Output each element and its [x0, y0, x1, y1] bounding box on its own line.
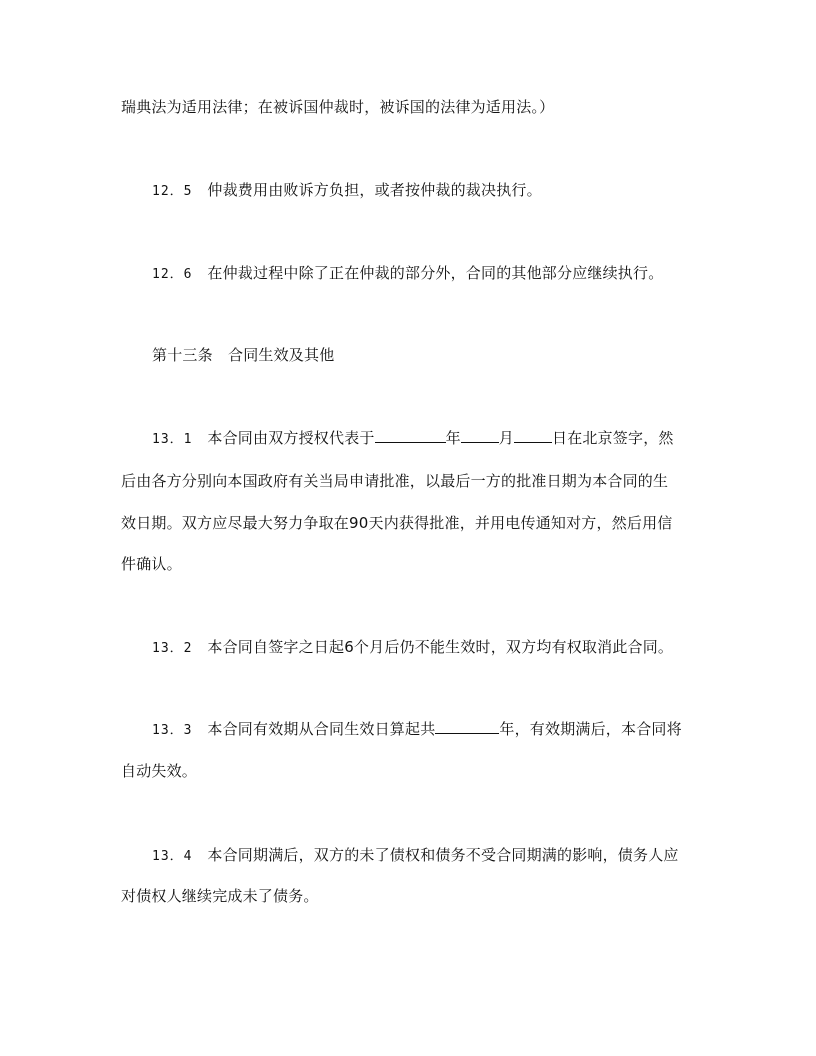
- clause-number: 13．3: [152, 723, 193, 738]
- clause-text: 瑞典法为适用法律；在被诉国仲裁时，被诉国的法律为适用法。）: [121, 98, 555, 116]
- clause-12-4-continuation: [121, 97, 701, 117]
- clause-13-1-line-4: [121, 554, 701, 574]
- clause-text: 件确认。: [121, 555, 182, 573]
- blank-day-field[interactable]: [514, 428, 552, 443]
- clause-text: 本合同期满后，双方的未了债权和债务不受合同期满的影响，债务人应: [207, 846, 679, 864]
- clause-text: 本合同由双方授权代表于: [207, 429, 375, 447]
- clause-12-6: [152, 263, 732, 285]
- clause-text: 仲裁费用由败诉方负担，或者按仲裁的裁决执行。: [207, 181, 542, 199]
- clause-number: 13．4: [152, 849, 193, 864]
- clause-13-4-line-2: [121, 886, 701, 906]
- clause-13-3-line-1: [152, 719, 732, 741]
- clause-13-2: [152, 637, 732, 659]
- clause-text: 自动失效。: [121, 762, 198, 780]
- clause-text: 对债权人继续完成未了债务。: [121, 887, 319, 905]
- clause-13-1-line-1: [152, 428, 732, 450]
- day-label: 日在北京签字，然: [552, 429, 674, 447]
- month-label: 月: [498, 429, 514, 447]
- clause-text: 本合同自签字之日起6个月后仍不能生效时，双方均有权取消此合同。: [207, 638, 674, 656]
- blank-month-field[interactable]: [461, 428, 499, 443]
- clause-13-1-line-3: [121, 513, 701, 533]
- year-label: 年: [445, 429, 461, 447]
- clause-13-3-line-2: [121, 761, 701, 781]
- clause-text: 效日期。双方应尽最大努力争取在90天内获得批准，并用电传通知对方，然后用信: [121, 514, 673, 532]
- article-title: 第十三条 合同生效及其他: [152, 346, 335, 364]
- clause-number: 12．6: [152, 267, 193, 282]
- blank-year-field[interactable]: [375, 428, 446, 443]
- clause-13-4-line-1: [152, 845, 732, 867]
- clause-number: 12．5: [152, 184, 193, 199]
- blank-term-years-field[interactable]: [435, 719, 499, 734]
- clause-text: 年，有效期满后，本合同将: [499, 720, 682, 738]
- clause-text: 后由各方分别向本国政府有关当局申请批准，以最后一方的批准日期为本合同的生: [121, 472, 669, 490]
- article-13-heading: [152, 345, 732, 365]
- clause-13-1-line-2: [121, 471, 701, 491]
- clause-number: 13．2: [152, 641, 193, 656]
- clause-12-5: [152, 180, 732, 202]
- clause-text: 本合同有效期从合同生效日算起共: [207, 720, 436, 738]
- clause-text: 在仲裁过程中除了正在仲裁的部分外，合同的其他部分应继续执行。: [207, 264, 664, 282]
- clause-number: 13．1: [152, 432, 193, 447]
